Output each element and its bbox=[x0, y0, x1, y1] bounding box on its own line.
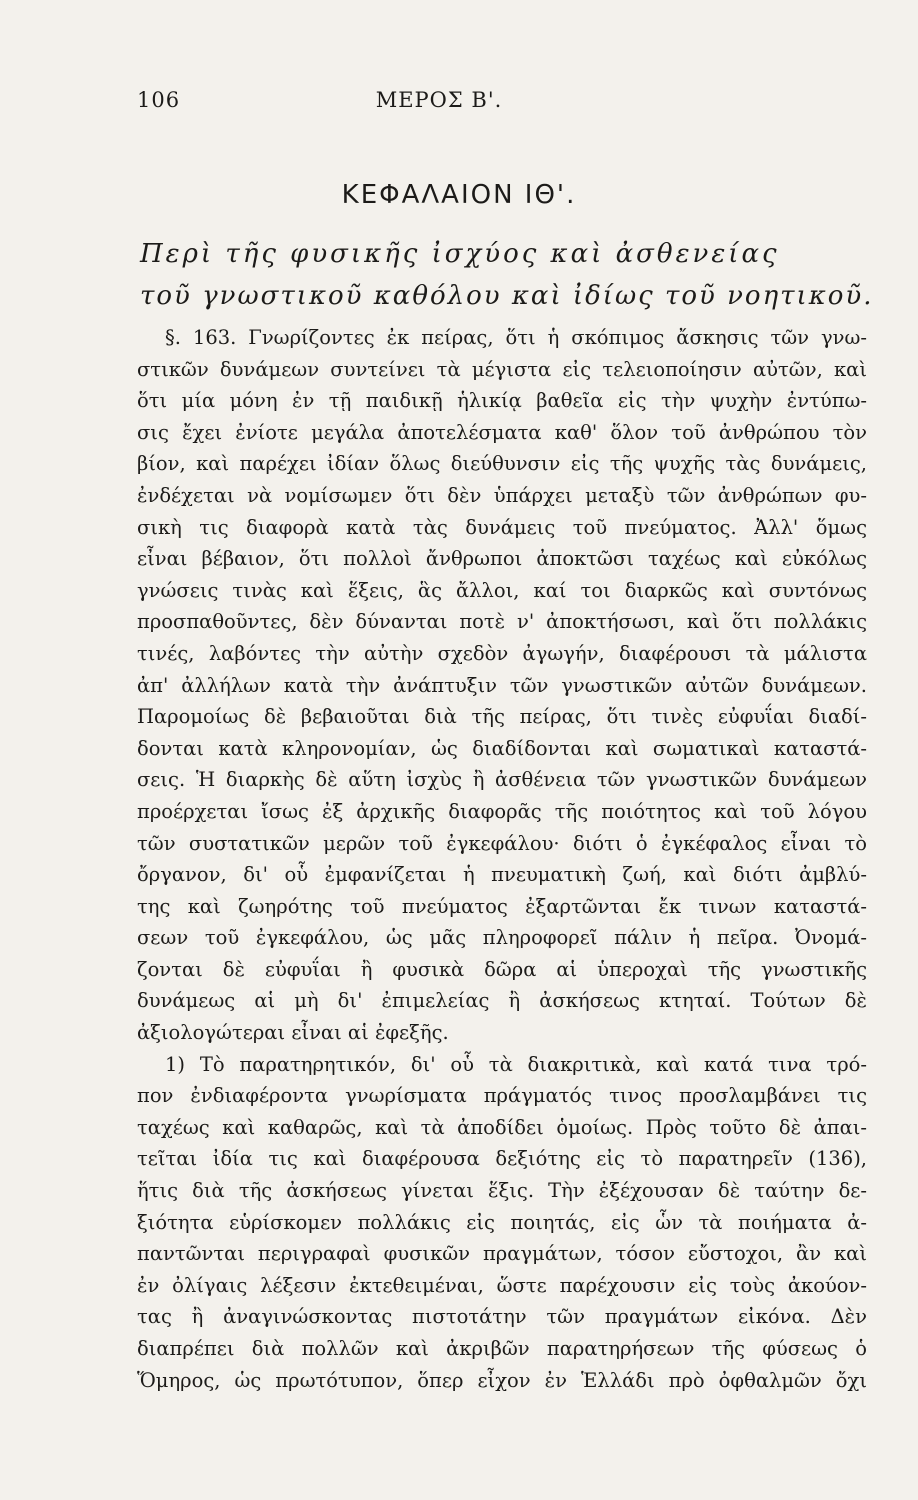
text-line: ἀπ' ἀλλήλων κατὰ τὴν ἀνάπτυξιν τῶν γνωστικῶν αὐτῶν δυνάμεων. bbox=[137, 673, 867, 697]
text-line: δυνάμεως αἱ μὴ δι' ἐπιμελείας ἢ ἀσκήσεως κτηταί. Τούτων δὲ bbox=[137, 989, 867, 1013]
text-line: τεῖται ἰδία τις καὶ διαφέρουσα δεξιότης εἰς τὸ παρατηρεῖν (136), bbox=[137, 1147, 867, 1171]
text-line: πον ἐνδιαφέροντα γνωρίσματα πράγματός τινος προσλαμβάνει τις bbox=[137, 1084, 867, 1108]
text-line: τινές, λαβόντες τὴν αὐτὴν σχεδὸν ἀγωγήν, διαφέρουσι τὰ μάλιστα bbox=[137, 641, 867, 665]
text-line: σικὴ τις διαφορὰ κατὰ τὰς δυνάμεις τοῦ πνεύματος. Ἀλλ' ὅμως bbox=[137, 515, 867, 539]
text-line: ξιότητα εὑρίσκομεν πολλάκις εἰς ποιητάς, εἰς ὧν τὰ ποιήματα ἀ- bbox=[137, 1210, 867, 1234]
text-line: ὄργανον, δι' οὗ ἐμφανίζεται ἡ πνευματικὴ ζωή, καὶ διότι ἀμβλύ- bbox=[137, 863, 867, 887]
text-line: στικῶν δυνάμεων συντείνει τὰ μέγιστα εἰς τελειοποίησιν αὐτῶν, καὶ bbox=[137, 357, 867, 381]
text-line: παντῶνται περιγραφαὶ φυσικῶν πραγμάτων, τόσον εὔστοχοι, ἂν καὶ bbox=[137, 1242, 867, 1266]
text-line: ὅτι μία μόνη ἐν τῇ παιδικῇ ἡλικίᾳ βαθεῖα εἰς τὴν ψυχὴν ἐντύπω- bbox=[137, 389, 867, 413]
text-line: Παρομοίως δὲ βεβαιοῦται διὰ τῆς πείρας, ὅτι τινὲς εὐφυΐαι διαδί- bbox=[137, 705, 867, 729]
text-line: τας ἢ ἀναγινώσκοντας πιστοτάτην τῶν πραγμάτων εἰκόνα. Δὲν bbox=[137, 1305, 867, 1329]
text-line: δονται κατὰ κληρονομίαν, ὡς διαδίδονται καὶ σωματικαὶ καταστά- bbox=[137, 736, 867, 760]
text-line: 1) Τὸ παρατηρητικόν, δι' οὗ τὰ διακριτικὰ, καὶ κατά τινα τρό- bbox=[165, 1052, 867, 1076]
text-line: §. 163. Γνωρίζοντες ἐκ πείρας, ὅτι ἡ σκόπιμος ἄσκησις τῶν γνω- bbox=[165, 326, 867, 349]
text-line: ἐν ὀλίγαις λέξεσιν ἐκτεθειμέναι, ὥστε παρέχουσιν εἰς τοὺς ἀκούον- bbox=[137, 1273, 867, 1297]
text-line: προέρχεται ἴσως ἐξ ἀρχικῆς διαφορᾶς τῆς ποιότητος καὶ τοῦ λόγου bbox=[137, 799, 867, 823]
text-line: σεων τοῦ ἐγκεφάλου, ὡς μᾶς πληροφορεῖ πάλιν ἡ πεῖρα. Ὀνομά- bbox=[137, 926, 867, 950]
text-line: εἶναι βέβαιον, ὅτι πολλοὶ ἄνθρωποι ἀποκτῶσι ταχέως καὶ εὐκόλως bbox=[137, 547, 867, 571]
part-heading: ΜΕΡΟΣ Β'. bbox=[375, 88, 503, 112]
body-text bbox=[137, 322, 867, 1396]
page-number: 106 bbox=[137, 88, 181, 112]
text-line: προσπαθοῦντες, δὲν δύνανται ποτὲ ν' ἀποκτήσωσι, καὶ ὅτι πολλάκις bbox=[137, 610, 867, 634]
text-line: βίον, καὶ παρέχει ἰδίαν ὅλως διεύθυνσιν εἰς τῆς ψυχῆς τὰς δυνάμεις, bbox=[137, 452, 867, 476]
text-line: τῶν συστατικῶν μερῶν τοῦ ἐγκεφάλου· διότι ὁ ἐγκέφαλος εἶναι τὸ bbox=[137, 831, 867, 855]
text-line: της καὶ ζωηρότης τοῦ πνεύματος ἐξαρτῶνται ἔκ τινων καταστά- bbox=[137, 894, 867, 918]
text-line: ἀξιολογώτεραι εἶναι αἱ ἐφεξῆς. bbox=[137, 1021, 449, 1045]
text-line: ταχέως καὶ καθαρῶς, καὶ τὰ ἀποδίδει ὁμοίως. Πρὸς τοῦτο δὲ ἀπαι- bbox=[137, 1115, 867, 1139]
text-line: ἐνδέχεται νὰ νομίσωμεν ὅτι δὲν ὑπάρχει μεταξὺ τῶν ἀνθρώπων φυ- bbox=[137, 483, 867, 507]
running-head bbox=[137, 88, 781, 118]
text-line: Ὅμηρος, ὡς πρωτότυπον, ὅπερ εἶχον ἐν Ἑλλάδι πρὸ ὀφθαλμῶν ὄχι bbox=[137, 1368, 867, 1392]
text-line: γνώσεις τινὰς καὶ ἕξεις, ἃς ἄλλοι, καί τοι διαρκῶς καὶ συντόνως bbox=[137, 578, 867, 602]
text-line: σις ἔχει ἐνίοτε μεγάλα ἀποτελέσματα καθ' ὅλον τοῦ ἀνθρώπου τὸν bbox=[137, 420, 867, 444]
chapter-title: ΚΕΦΑΛΑΙΟΝ ΙΘ'. bbox=[341, 180, 577, 210]
text-line: ζονται δὲ εὐφυΐαι ἢ φυσικὰ δῶρα αἱ ὑπεροχαὶ τῆς γνωστικῆς bbox=[137, 957, 867, 981]
chapter-subtitle-line-1: Περὶ τῆς φυσικῆς ἰσχύος καὶ ἀσθενείας bbox=[140, 239, 780, 269]
text-line: ἥτις διὰ τῆς ἀσκήσεως γίνεται ἕξις. Τὴν ἐξέχουσαν δὲ ταύτην δε- bbox=[137, 1179, 867, 1203]
chapter-subtitle-line-2: τοῦ γνωστικοῦ καθόλου καὶ ἰδίως τοῦ νοητικοῦ. bbox=[140, 281, 874, 311]
text-line: σεις. Ἡ διαρκὴς δὲ αὕτη ἰσχὺς ἢ ἀσθένεια τῶν γνωστικῶν δυνάμεων bbox=[137, 768, 867, 792]
text-line: διαπρέπει διὰ πολλῶν καὶ ἀκριβῶν παρατηρήσεων τῆς φύσεως ὁ bbox=[137, 1337, 867, 1360]
